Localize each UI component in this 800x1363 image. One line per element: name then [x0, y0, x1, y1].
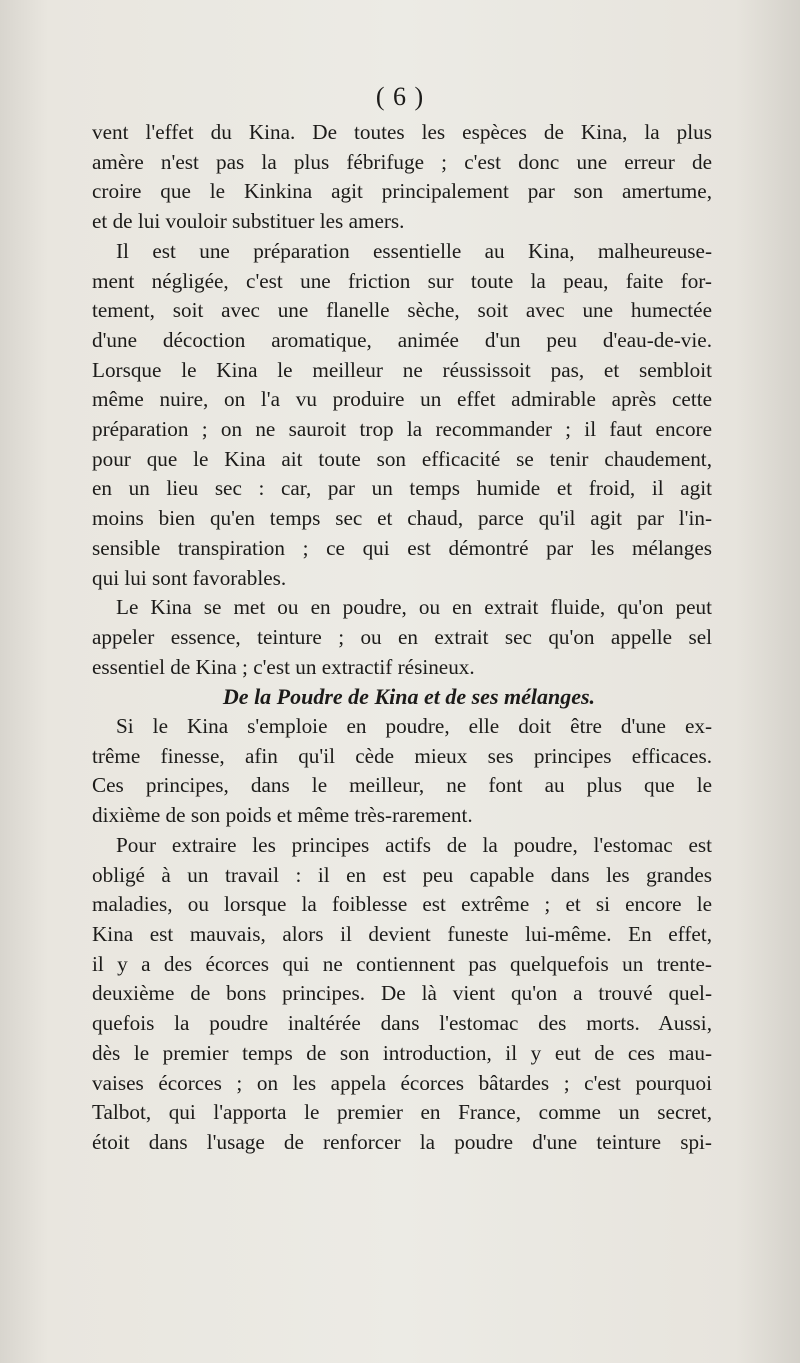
- text-line: vent l'effet du Kina. De toutes les espèces de Kina, la plus: [92, 120, 712, 144]
- text-line: Kina est mauvais, alors il devient funeste lui-même. En effet,: [92, 921, 712, 946]
- text-line: qui lui sont favorables.: [92, 565, 287, 590]
- text-line: pour que le Kina ait toute son efficacité se tenir chaudement,: [92, 446, 712, 471]
- text-line: deuxième de bons principes. De là vient qu'on a trouvé quel-: [92, 981, 712, 1006]
- text-line: croire que le Kinkina agit principalement par son amertume,: [92, 179, 712, 204]
- text-line: il y a des écorces qui ne contiennent pas quelquefois un trente-: [92, 951, 712, 976]
- text-line: préparation ; on ne sauroit trop la recommander ; il faut encore: [92, 417, 712, 442]
- text-line: d'une décoction aromatique, animée d'un peu d'eau-de-vie.: [92, 327, 712, 352]
- text-line: Lorsque le Kina le meilleur ne réussissoit pas, et sembloit: [92, 357, 712, 382]
- text-line: vaises écorces ; on les appela écorces bâtardes ; c'est pourquoi: [92, 1070, 712, 1095]
- text-line: quefois la poudre inaltérée dans l'estomac des morts. Aussi,: [92, 1011, 712, 1036]
- text-line: même nuire, on l'a vu produire un effet admirable après cette: [92, 387, 712, 412]
- text-line: Il est une préparation essentielle au Kina, malheureuse-: [116, 238, 712, 263]
- text-line: maladies, ou lorsque la foiblesse est extrême ; et si encore le: [92, 892, 712, 917]
- text-line: Ces principes, dans le meilleur, ne font au plus que le: [92, 773, 712, 798]
- text-line: Le Kina se met ou en poudre, ou en extrait fluide, qu'on peut: [116, 595, 712, 620]
- text-line: appeler essence, teinture ; ou en extrait sec qu'on appelle sel: [92, 624, 712, 649]
- text-line: Pour extraire les principes actifs de la poudre, l'estomac est: [116, 832, 712, 857]
- text-line: essentiel de Kina ; c'est un extractif résineux.: [92, 654, 475, 679]
- text-line: moins bien qu'en temps sec et chaud, parce qu'il agit par l'in-: [92, 506, 712, 531]
- text-line: dixième de son poids et même très-rarement.: [92, 803, 473, 828]
- section-heading: De la Poudre de Kina et de ses mélanges.: [222, 684, 596, 710]
- page-number: ( 6 ): [375, 82, 425, 111]
- text-line: et de lui vouloir substituer les amers.: [92, 209, 405, 234]
- text-line: étoit dans l'usage de renforcer la poudre d'une teinture spi-: [92, 1129, 712, 1154]
- text-line: en un lieu sec : car, par un temps humide et froid, il agit: [92, 476, 712, 501]
- text-line: sensible transpiration ; ce qui est démontré par les mélanges: [92, 535, 712, 560]
- text-line: amère n'est pas la plus fébrifuge ; c'est donc une erreur de: [92, 149, 712, 174]
- text-line: Talbot, qui l'apporta le premier en France, comme un secret,: [92, 1100, 712, 1125]
- text-line: trême finesse, afin qu'il cède mieux ses principes efficaces.: [92, 743, 712, 768]
- body-text: [92, 118, 712, 1158]
- text-line: obligé à un travail : il en est peu capable dans les grandes: [92, 862, 712, 887]
- text-line: Si le Kina s'emploie en poudre, elle doit être d'une ex-: [116, 714, 712, 739]
- text-line: dès le premier temps de son introduction, il y eut de ces mau-: [92, 1040, 712, 1065]
- text-line: tement, soit avec une flanelle sèche, soit avec une humectée: [92, 298, 712, 323]
- text-line: ment négligée, c'est une friction sur toute la peau, faite for-: [92, 268, 712, 293]
